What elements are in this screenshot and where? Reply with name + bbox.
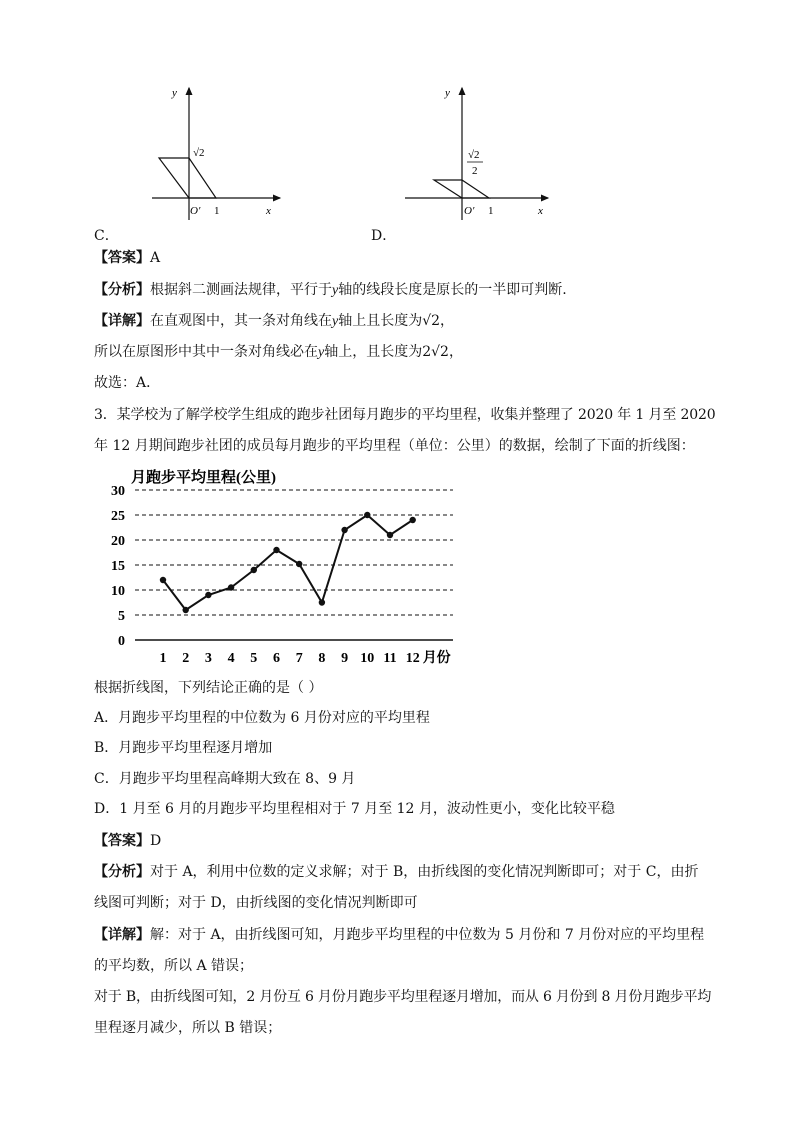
y-axis-label: y [172,87,177,99]
x-tick-label: 12 [405,651,420,666]
x-tick-label: 6 [273,651,280,666]
data-point [364,512,370,518]
x-tick-label: 3 [204,651,212,666]
q2-conclusion: 故选：A． [94,375,161,391]
q3-option-d: D．1 月至 6 月的月跑步平均里程相对于 7 月至 12 月，波动性更小，变化比较平稳 [94,801,615,817]
q3-analysis-2: 线图可判断；对于 D，由折线图的变化情况判断即可 [94,895,418,911]
figure-d-diagram [400,80,555,225]
x-tick-label: 7 [295,651,303,666]
data-point [296,561,302,567]
q2-answer: 【答案】A [94,250,161,266]
figure-c-diagram [150,80,290,225]
x-tick-label: 9 [341,651,349,666]
data-point [341,527,347,533]
data-point [183,607,189,613]
q3-detail-2: 的平均数，所以 A 错误； [94,958,254,974]
x-tick-label: 11 [383,651,397,666]
origin-label: O′ [464,205,475,217]
origin-label: O′ [190,205,201,217]
y-value-numerator: √2 [468,149,480,161]
x-tick-label: 1 [159,651,167,666]
chart-title: 月跑步平均里程(公里) [131,470,276,486]
q3-option-c: C．月跑步平均里程高峰期大致在 8、9 月 [94,771,356,787]
data-point [205,592,211,598]
x-tick-label: 10 [360,651,375,666]
q3-answer: 【答案】D [94,833,162,849]
x-tick-label: 1 [488,205,494,217]
q3-option-a: A．月跑步平均里程的中位数为 6 月份对应的平均里程 [94,710,430,726]
q2-detail-1: 【详解】在直观图中，其一条对角线在y轴上且长度为√2， [94,313,455,329]
mileage-line-chart [95,460,475,672]
data-point [228,584,234,590]
q2-detail-2: 所以在原图形中其中一条对角线必在y轴上，且长度为2√2， [94,344,463,360]
data-point [319,599,325,605]
y-tick-label: 30 [111,484,125,499]
x-tick-label: 8 [318,651,326,666]
y-tick-label: 5 [118,609,125,624]
x-axis-label: 月份 [422,651,451,666]
q3-detail-3: 对于 B，由折线图可知，2 月份互 6 月份月跑步平均里程逐月增加，而从 6 月份到 8 月份月跑步平均 [94,989,712,1005]
q3-detail-4: 里程逐月减少，所以 B 错误； [94,1020,282,1036]
q3-detail-1: 【详解】解：对于 A，由折线图可知，月跑步平均里程的中位数为 5 月份和 7 月份对应的平均里程 [94,927,705,943]
data-point [251,567,257,573]
y-value-label: √2 [193,147,205,159]
y-tick-label: 20 [111,534,125,549]
figure-c-label: C． [94,228,119,244]
x-tick-label: 2 [182,651,190,666]
q3-analysis-1: 【分析】对于 A，利用中位数的定义求解；对于 B，由折线图的变化情况判断即可；对于 C，由折 [94,864,699,880]
q2-analysis: 【分析】根据斜二测画法规律，平行于y轴的线段长度是原长的一半即可判断. [94,282,567,298]
data-point [160,577,166,583]
data-point [387,532,393,538]
q3-stem-2: 年 12 月期间跑步社团的成员每月跑步的平均里程（单位：公里）的数据，绘制了下面的折线图： [94,438,695,454]
q3-stem-1: 3．某学校为了解学校学生组成的跑步社团每月跑步的平均里程，收集并整理了 2020 年 1 月至 2020 [94,407,716,423]
parallelogram [159,158,216,198]
y-tick-label: 0 [118,634,125,649]
y-value-denominator: 2 [472,165,478,177]
y-tick-label: 10 [111,584,125,599]
y-axis-label: y [445,87,450,99]
q3-option-b: B．月跑步平均里程逐月增加 [94,740,273,756]
y-tick-label: 15 [111,559,125,574]
x-axis-label: x [538,205,543,217]
y-tick-label: 25 [111,509,125,524]
x-tick-label: 1 [214,205,220,217]
data-point [410,517,416,523]
x-tick-label: 5 [250,651,258,666]
x-tick-label: 4 [227,651,235,666]
series-line [163,515,413,610]
data-point [273,547,279,553]
figure-d-label: D． [371,228,397,244]
q3-prompt: 根据折线图，下列结论正确的是（ ） [94,680,323,696]
x-axis-label: x [266,205,271,217]
